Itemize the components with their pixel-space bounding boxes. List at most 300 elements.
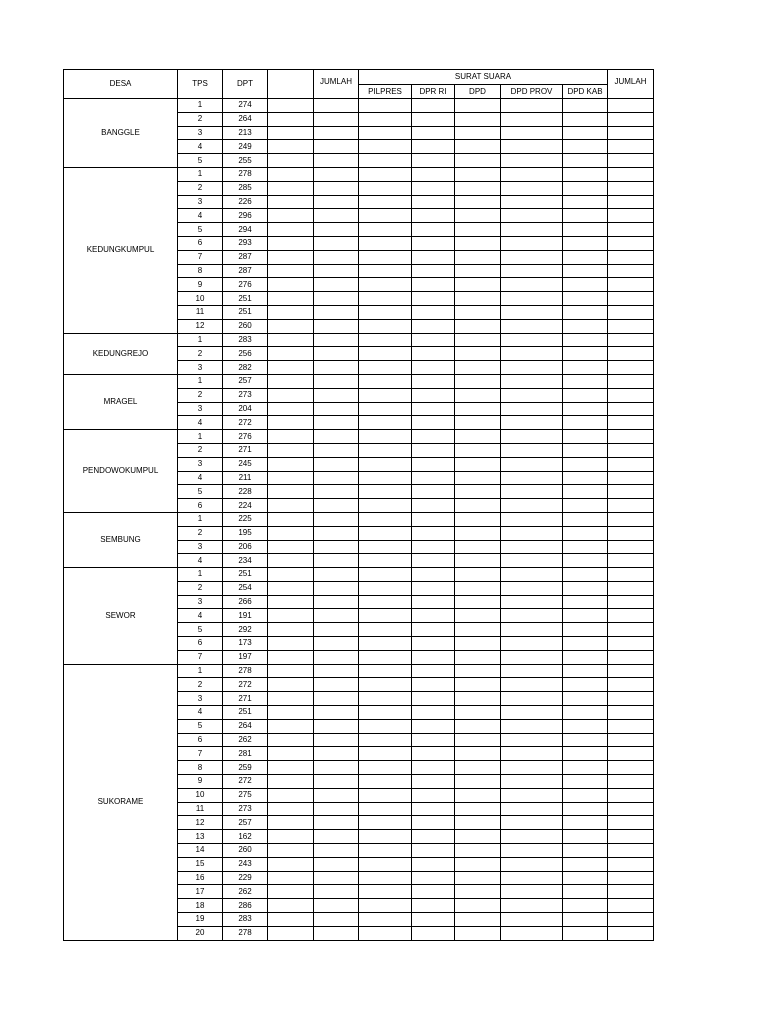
empty-cell[interactable] bbox=[501, 692, 563, 706]
empty-cell[interactable] bbox=[608, 278, 654, 292]
empty-cell[interactable] bbox=[563, 857, 608, 871]
empty-cell[interactable] bbox=[314, 913, 359, 927]
empty-cell[interactable] bbox=[563, 581, 608, 595]
empty-cell[interactable] bbox=[563, 609, 608, 623]
empty-cell[interactable] bbox=[359, 236, 412, 250]
empty-cell[interactable] bbox=[359, 678, 412, 692]
empty-cell[interactable] bbox=[359, 899, 412, 913]
empty-cell[interactable] bbox=[501, 140, 563, 154]
empty-cell[interactable] bbox=[268, 581, 314, 595]
empty-cell[interactable] bbox=[563, 913, 608, 927]
empty-cell[interactable] bbox=[563, 443, 608, 457]
empty-cell[interactable] bbox=[501, 609, 563, 623]
empty-cell[interactable] bbox=[501, 99, 563, 113]
empty-cell[interactable] bbox=[412, 305, 455, 319]
empty-cell[interactable] bbox=[455, 443, 501, 457]
empty-cell[interactable] bbox=[563, 747, 608, 761]
empty-cell[interactable] bbox=[608, 871, 654, 885]
empty-cell[interactable] bbox=[359, 333, 412, 347]
empty-cell[interactable] bbox=[359, 140, 412, 154]
empty-cell[interactable] bbox=[501, 347, 563, 361]
empty-cell[interactable] bbox=[455, 140, 501, 154]
empty-cell[interactable] bbox=[268, 181, 314, 195]
empty-cell[interactable] bbox=[608, 333, 654, 347]
empty-cell[interactable] bbox=[359, 609, 412, 623]
empty-cell[interactable] bbox=[455, 816, 501, 830]
empty-cell[interactable] bbox=[455, 457, 501, 471]
empty-cell[interactable] bbox=[501, 181, 563, 195]
empty-cell[interactable] bbox=[563, 347, 608, 361]
empty-cell[interactable] bbox=[314, 167, 359, 181]
empty-cell[interactable] bbox=[608, 788, 654, 802]
empty-cell[interactable] bbox=[608, 154, 654, 168]
empty-cell[interactable] bbox=[412, 250, 455, 264]
empty-cell[interactable] bbox=[563, 167, 608, 181]
empty-cell[interactable] bbox=[314, 264, 359, 278]
empty-cell[interactable] bbox=[268, 761, 314, 775]
empty-cell[interactable] bbox=[359, 112, 412, 126]
empty-cell[interactable] bbox=[412, 692, 455, 706]
empty-cell[interactable] bbox=[268, 347, 314, 361]
empty-cell[interactable] bbox=[501, 471, 563, 485]
empty-cell[interactable] bbox=[412, 223, 455, 237]
empty-cell[interactable] bbox=[314, 761, 359, 775]
empty-cell[interactable] bbox=[608, 926, 654, 940]
empty-cell[interactable] bbox=[268, 844, 314, 858]
empty-cell[interactable] bbox=[455, 430, 501, 444]
empty-cell[interactable] bbox=[455, 844, 501, 858]
empty-cell[interactable] bbox=[268, 416, 314, 430]
empty-cell[interactable] bbox=[359, 775, 412, 789]
empty-cell[interactable] bbox=[501, 223, 563, 237]
empty-cell[interactable] bbox=[359, 926, 412, 940]
empty-cell[interactable] bbox=[608, 167, 654, 181]
empty-cell[interactable] bbox=[608, 568, 654, 582]
empty-cell[interactable] bbox=[359, 761, 412, 775]
empty-cell[interactable] bbox=[455, 568, 501, 582]
empty-cell[interactable] bbox=[501, 154, 563, 168]
empty-cell[interactable] bbox=[268, 512, 314, 526]
empty-cell[interactable] bbox=[501, 430, 563, 444]
empty-cell[interactable] bbox=[359, 99, 412, 113]
empty-cell[interactable] bbox=[563, 471, 608, 485]
empty-cell[interactable] bbox=[268, 857, 314, 871]
empty-cell[interactable] bbox=[501, 568, 563, 582]
empty-cell[interactable] bbox=[455, 250, 501, 264]
empty-cell[interactable] bbox=[359, 430, 412, 444]
empty-cell[interactable] bbox=[501, 747, 563, 761]
empty-cell[interactable] bbox=[501, 305, 563, 319]
empty-cell[interactable] bbox=[314, 706, 359, 720]
empty-cell[interactable] bbox=[563, 319, 608, 333]
empty-cell[interactable] bbox=[501, 209, 563, 223]
empty-cell[interactable] bbox=[501, 126, 563, 140]
empty-cell[interactable] bbox=[412, 154, 455, 168]
empty-cell[interactable] bbox=[359, 388, 412, 402]
empty-cell[interactable] bbox=[412, 99, 455, 113]
empty-cell[interactable] bbox=[563, 140, 608, 154]
empty-cell[interactable] bbox=[314, 664, 359, 678]
empty-cell[interactable] bbox=[563, 775, 608, 789]
empty-cell[interactable] bbox=[412, 554, 455, 568]
empty-cell[interactable] bbox=[501, 926, 563, 940]
empty-cell[interactable] bbox=[359, 692, 412, 706]
empty-cell[interactable] bbox=[359, 195, 412, 209]
empty-cell[interactable] bbox=[563, 223, 608, 237]
empty-cell[interactable] bbox=[608, 181, 654, 195]
empty-cell[interactable] bbox=[314, 181, 359, 195]
empty-cell[interactable] bbox=[563, 112, 608, 126]
empty-cell[interactable] bbox=[314, 361, 359, 375]
empty-cell[interactable] bbox=[455, 581, 501, 595]
empty-cell[interactable] bbox=[412, 678, 455, 692]
empty-cell[interactable] bbox=[455, 719, 501, 733]
empty-cell[interactable] bbox=[314, 609, 359, 623]
empty-cell[interactable] bbox=[268, 913, 314, 927]
empty-cell[interactable] bbox=[268, 609, 314, 623]
empty-cell[interactable] bbox=[268, 485, 314, 499]
empty-cell[interactable] bbox=[412, 195, 455, 209]
empty-cell[interactable] bbox=[608, 692, 654, 706]
empty-cell[interactable] bbox=[563, 430, 608, 444]
empty-cell[interactable] bbox=[608, 430, 654, 444]
empty-cell[interactable] bbox=[268, 126, 314, 140]
empty-cell[interactable] bbox=[501, 374, 563, 388]
empty-cell[interactable] bbox=[455, 540, 501, 554]
empty-cell[interactable] bbox=[268, 292, 314, 306]
empty-cell[interactable] bbox=[314, 278, 359, 292]
empty-cell[interactable] bbox=[412, 112, 455, 126]
empty-cell[interactable] bbox=[359, 540, 412, 554]
empty-cell[interactable] bbox=[268, 457, 314, 471]
empty-cell[interactable] bbox=[412, 706, 455, 720]
empty-cell[interactable] bbox=[268, 526, 314, 540]
empty-cell[interactable] bbox=[359, 913, 412, 927]
empty-cell[interactable] bbox=[501, 913, 563, 927]
empty-cell[interactable] bbox=[314, 457, 359, 471]
empty-cell[interactable] bbox=[563, 885, 608, 899]
empty-cell[interactable] bbox=[608, 347, 654, 361]
empty-cell[interactable] bbox=[608, 388, 654, 402]
empty-cell[interactable] bbox=[608, 499, 654, 513]
empty-cell[interactable] bbox=[314, 568, 359, 582]
empty-cell[interactable] bbox=[563, 788, 608, 802]
empty-cell[interactable] bbox=[314, 623, 359, 637]
empty-cell[interactable] bbox=[501, 733, 563, 747]
empty-cell[interactable] bbox=[268, 361, 314, 375]
empty-cell[interactable] bbox=[563, 305, 608, 319]
empty-cell[interactable] bbox=[455, 471, 501, 485]
empty-cell[interactable] bbox=[359, 623, 412, 637]
empty-cell[interactable] bbox=[608, 319, 654, 333]
empty-cell[interactable] bbox=[359, 554, 412, 568]
empty-cell[interactable] bbox=[563, 719, 608, 733]
empty-cell[interactable] bbox=[455, 99, 501, 113]
empty-cell[interactable] bbox=[563, 899, 608, 913]
empty-cell[interactable] bbox=[268, 926, 314, 940]
empty-cell[interactable] bbox=[412, 899, 455, 913]
empty-cell[interactable] bbox=[268, 871, 314, 885]
empty-cell[interactable] bbox=[563, 526, 608, 540]
empty-cell[interactable] bbox=[314, 347, 359, 361]
empty-cell[interactable] bbox=[314, 692, 359, 706]
empty-cell[interactable] bbox=[314, 816, 359, 830]
empty-cell[interactable] bbox=[412, 471, 455, 485]
empty-cell[interactable] bbox=[455, 733, 501, 747]
empty-cell[interactable] bbox=[412, 885, 455, 899]
empty-cell[interactable] bbox=[608, 540, 654, 554]
empty-cell[interactable] bbox=[501, 236, 563, 250]
empty-cell[interactable] bbox=[412, 609, 455, 623]
empty-cell[interactable] bbox=[359, 223, 412, 237]
empty-cell[interactable] bbox=[455, 278, 501, 292]
empty-cell[interactable] bbox=[455, 802, 501, 816]
empty-cell[interactable] bbox=[563, 99, 608, 113]
empty-cell[interactable] bbox=[455, 112, 501, 126]
empty-cell[interactable] bbox=[455, 236, 501, 250]
empty-cell[interactable] bbox=[608, 609, 654, 623]
empty-cell[interactable] bbox=[563, 457, 608, 471]
empty-cell[interactable] bbox=[314, 526, 359, 540]
empty-cell[interactable] bbox=[268, 540, 314, 554]
empty-cell[interactable] bbox=[563, 540, 608, 554]
empty-cell[interactable] bbox=[455, 264, 501, 278]
empty-cell[interactable] bbox=[412, 126, 455, 140]
empty-cell[interactable] bbox=[314, 554, 359, 568]
empty-cell[interactable] bbox=[455, 374, 501, 388]
empty-cell[interactable] bbox=[359, 154, 412, 168]
empty-cell[interactable] bbox=[563, 181, 608, 195]
empty-cell[interactable] bbox=[314, 512, 359, 526]
empty-cell[interactable] bbox=[412, 802, 455, 816]
empty-cell[interactable] bbox=[314, 871, 359, 885]
empty-cell[interactable] bbox=[268, 223, 314, 237]
empty-cell[interactable] bbox=[268, 899, 314, 913]
empty-cell[interactable] bbox=[608, 236, 654, 250]
empty-cell[interactable] bbox=[314, 319, 359, 333]
empty-cell[interactable] bbox=[455, 154, 501, 168]
empty-cell[interactable] bbox=[412, 844, 455, 858]
empty-cell[interactable] bbox=[314, 374, 359, 388]
empty-cell[interactable] bbox=[314, 416, 359, 430]
empty-cell[interactable] bbox=[608, 485, 654, 499]
empty-cell[interactable] bbox=[268, 319, 314, 333]
empty-cell[interactable] bbox=[268, 154, 314, 168]
empty-cell[interactable] bbox=[268, 499, 314, 513]
empty-cell[interactable] bbox=[314, 733, 359, 747]
empty-cell[interactable] bbox=[314, 650, 359, 664]
empty-cell[interactable] bbox=[501, 485, 563, 499]
empty-cell[interactable] bbox=[359, 595, 412, 609]
empty-cell[interactable] bbox=[608, 733, 654, 747]
empty-cell[interactable] bbox=[268, 140, 314, 154]
empty-cell[interactable] bbox=[314, 154, 359, 168]
empty-cell[interactable] bbox=[563, 209, 608, 223]
empty-cell[interactable] bbox=[412, 430, 455, 444]
empty-cell[interactable] bbox=[412, 526, 455, 540]
empty-cell[interactable] bbox=[455, 512, 501, 526]
empty-cell[interactable] bbox=[268, 209, 314, 223]
empty-cell[interactable] bbox=[563, 650, 608, 664]
empty-cell[interactable] bbox=[563, 361, 608, 375]
empty-cell[interactable] bbox=[608, 664, 654, 678]
empty-cell[interactable] bbox=[455, 485, 501, 499]
empty-cell[interactable] bbox=[314, 195, 359, 209]
empty-cell[interactable] bbox=[268, 443, 314, 457]
empty-cell[interactable] bbox=[412, 319, 455, 333]
empty-cell[interactable] bbox=[563, 292, 608, 306]
empty-cell[interactable] bbox=[359, 664, 412, 678]
empty-cell[interactable] bbox=[563, 250, 608, 264]
empty-cell[interactable] bbox=[501, 816, 563, 830]
empty-cell[interactable] bbox=[608, 678, 654, 692]
empty-cell[interactable] bbox=[314, 430, 359, 444]
empty-cell[interactable] bbox=[268, 112, 314, 126]
empty-cell[interactable] bbox=[314, 719, 359, 733]
empty-cell[interactable] bbox=[608, 374, 654, 388]
empty-cell[interactable] bbox=[314, 775, 359, 789]
empty-cell[interactable] bbox=[412, 512, 455, 526]
empty-cell[interactable] bbox=[563, 195, 608, 209]
empty-cell[interactable] bbox=[359, 292, 412, 306]
empty-cell[interactable] bbox=[455, 637, 501, 651]
empty-cell[interactable] bbox=[359, 402, 412, 416]
empty-cell[interactable] bbox=[268, 747, 314, 761]
empty-cell[interactable] bbox=[563, 333, 608, 347]
empty-cell[interactable] bbox=[501, 333, 563, 347]
empty-cell[interactable] bbox=[501, 540, 563, 554]
empty-cell[interactable] bbox=[455, 650, 501, 664]
empty-cell[interactable] bbox=[314, 236, 359, 250]
empty-cell[interactable] bbox=[412, 374, 455, 388]
empty-cell[interactable] bbox=[563, 512, 608, 526]
empty-cell[interactable] bbox=[501, 775, 563, 789]
empty-cell[interactable] bbox=[314, 885, 359, 899]
empty-cell[interactable] bbox=[455, 223, 501, 237]
empty-cell[interactable] bbox=[268, 236, 314, 250]
empty-cell[interactable] bbox=[501, 554, 563, 568]
empty-cell[interactable] bbox=[455, 830, 501, 844]
empty-cell[interactable] bbox=[359, 499, 412, 513]
empty-cell[interactable] bbox=[412, 181, 455, 195]
empty-cell[interactable] bbox=[359, 719, 412, 733]
empty-cell[interactable] bbox=[563, 761, 608, 775]
empty-cell[interactable] bbox=[314, 292, 359, 306]
empty-cell[interactable] bbox=[563, 623, 608, 637]
empty-cell[interactable] bbox=[314, 926, 359, 940]
empty-cell[interactable] bbox=[359, 209, 412, 223]
empty-cell[interactable] bbox=[501, 802, 563, 816]
empty-cell[interactable] bbox=[608, 719, 654, 733]
empty-cell[interactable] bbox=[455, 747, 501, 761]
empty-cell[interactable] bbox=[501, 416, 563, 430]
empty-cell[interactable] bbox=[608, 416, 654, 430]
empty-cell[interactable] bbox=[501, 512, 563, 526]
empty-cell[interactable] bbox=[268, 623, 314, 637]
empty-cell[interactable] bbox=[412, 347, 455, 361]
empty-cell[interactable] bbox=[268, 167, 314, 181]
empty-cell[interactable] bbox=[501, 250, 563, 264]
empty-cell[interactable] bbox=[455, 678, 501, 692]
empty-cell[interactable] bbox=[268, 650, 314, 664]
empty-cell[interactable] bbox=[501, 761, 563, 775]
empty-cell[interactable] bbox=[314, 540, 359, 554]
empty-cell[interactable] bbox=[412, 568, 455, 582]
empty-cell[interactable] bbox=[455, 305, 501, 319]
empty-cell[interactable] bbox=[412, 747, 455, 761]
empty-cell[interactable] bbox=[608, 816, 654, 830]
empty-cell[interactable] bbox=[268, 195, 314, 209]
empty-cell[interactable] bbox=[412, 443, 455, 457]
empty-cell[interactable] bbox=[455, 775, 501, 789]
empty-cell[interactable] bbox=[455, 361, 501, 375]
empty-cell[interactable] bbox=[359, 126, 412, 140]
empty-cell[interactable] bbox=[501, 443, 563, 457]
empty-cell[interactable] bbox=[412, 278, 455, 292]
empty-cell[interactable] bbox=[412, 416, 455, 430]
empty-cell[interactable] bbox=[501, 195, 563, 209]
empty-cell[interactable] bbox=[359, 733, 412, 747]
empty-cell[interactable] bbox=[455, 913, 501, 927]
empty-cell[interactable] bbox=[455, 126, 501, 140]
empty-cell[interactable] bbox=[501, 719, 563, 733]
empty-cell[interactable] bbox=[608, 361, 654, 375]
empty-cell[interactable] bbox=[501, 167, 563, 181]
empty-cell[interactable] bbox=[412, 264, 455, 278]
empty-cell[interactable] bbox=[268, 305, 314, 319]
empty-cell[interactable] bbox=[455, 499, 501, 513]
empty-cell[interactable] bbox=[563, 126, 608, 140]
empty-cell[interactable] bbox=[314, 388, 359, 402]
empty-cell[interactable] bbox=[608, 830, 654, 844]
empty-cell[interactable] bbox=[314, 788, 359, 802]
empty-cell[interactable] bbox=[501, 264, 563, 278]
empty-cell[interactable] bbox=[608, 802, 654, 816]
empty-cell[interactable] bbox=[501, 885, 563, 899]
empty-cell[interactable] bbox=[359, 361, 412, 375]
empty-cell[interactable] bbox=[268, 816, 314, 830]
empty-cell[interactable] bbox=[359, 416, 412, 430]
empty-cell[interactable] bbox=[455, 885, 501, 899]
empty-cell[interactable] bbox=[412, 333, 455, 347]
empty-cell[interactable] bbox=[314, 595, 359, 609]
empty-cell[interactable] bbox=[268, 388, 314, 402]
empty-cell[interactable] bbox=[359, 485, 412, 499]
empty-cell[interactable] bbox=[268, 637, 314, 651]
empty-cell[interactable] bbox=[359, 443, 412, 457]
empty-cell[interactable] bbox=[412, 664, 455, 678]
empty-cell[interactable] bbox=[412, 857, 455, 871]
empty-cell[interactable] bbox=[412, 650, 455, 664]
empty-cell[interactable] bbox=[412, 830, 455, 844]
empty-cell[interactable] bbox=[455, 664, 501, 678]
empty-cell[interactable] bbox=[412, 485, 455, 499]
empty-cell[interactable] bbox=[359, 637, 412, 651]
empty-cell[interactable] bbox=[608, 554, 654, 568]
empty-cell[interactable] bbox=[268, 250, 314, 264]
empty-cell[interactable] bbox=[268, 678, 314, 692]
empty-cell[interactable] bbox=[608, 650, 654, 664]
empty-cell[interactable] bbox=[314, 499, 359, 513]
empty-cell[interactable] bbox=[359, 802, 412, 816]
empty-cell[interactable] bbox=[501, 623, 563, 637]
empty-cell[interactable] bbox=[563, 402, 608, 416]
empty-cell[interactable] bbox=[563, 678, 608, 692]
empty-cell[interactable] bbox=[455, 692, 501, 706]
empty-cell[interactable] bbox=[359, 706, 412, 720]
empty-cell[interactable] bbox=[455, 788, 501, 802]
empty-cell[interactable] bbox=[455, 181, 501, 195]
